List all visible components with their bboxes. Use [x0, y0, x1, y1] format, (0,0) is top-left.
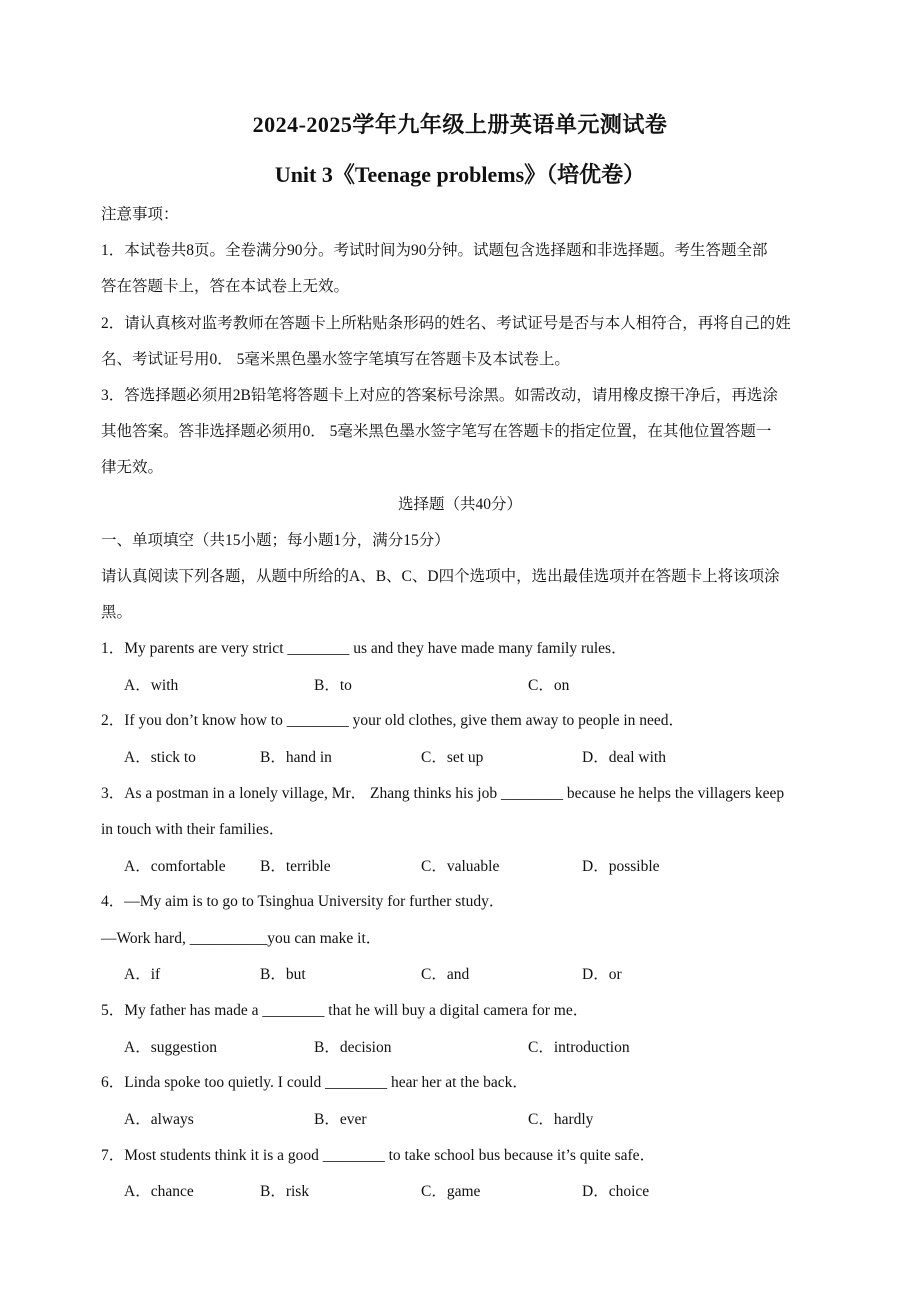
note-line: 名、考试证号用0． 5毫米黑色墨水签字笔填写在答题卡及本试卷上。: [101, 351, 570, 368]
notes-heading: 注意事项：: [101, 206, 179, 223]
question-3-stem-cont: in touch with their families．: [101, 821, 285, 838]
q1-option-b[interactable]: B．to: [314, 677, 352, 694]
question-7-stem: 7．Most students think it is a good ________ to take school bus because it’s quite safe．: [101, 1147, 656, 1164]
q3-option-a[interactable]: A．comfortable: [124, 858, 226, 875]
q4-option-a[interactable]: A．if: [124, 966, 161, 983]
q3-option-c[interactable]: C．valuable: [421, 858, 500, 875]
q4-option-c[interactable]: C．and: [421, 966, 470, 983]
q6-option-a[interactable]: A．always: [124, 1111, 194, 1128]
part-title: 一、单项填空（共15小题；每小题1分，满分15分）: [101, 532, 450, 549]
q2-option-c[interactable]: C．set up: [421, 749, 484, 766]
q1-option-a[interactable]: A．with: [124, 677, 179, 694]
question-3-stem: 3．As a postman in a lonely village, Mr． Zhang thinks his job ________ because he helps the villagers keep: [101, 785, 785, 802]
q5-option-a[interactable]: A．suggestion: [124, 1039, 218, 1056]
exam-title: 2024-2025学年九年级上册英语单元测试卷: [252, 112, 668, 137]
note-line: 其他答案。答非选择题必须用0． 5毫米黑色墨水签字笔写在答题卡的指定位置，在其他位置答题一: [101, 423, 772, 440]
instruction-line: 黑。: [101, 604, 133, 621]
q2-option-a[interactable]: A．stick to: [124, 749, 196, 766]
question-4-stem-cont: —Work hard, __________you can make it．: [101, 930, 382, 947]
question-4-stem: 4．—My aim is to go to Tsinghua University for further study．: [101, 893, 505, 910]
q1-option-c[interactable]: C．on: [528, 677, 570, 694]
q6-option-c[interactable]: C．hardly: [528, 1111, 594, 1128]
question-5-stem: 5．My father has made a ________ that he will buy a digital camera for me．: [101, 1002, 589, 1019]
note-line: 1．本试卷共8页。全卷满分90分。考试时间为90分钟。试题包含选择题和非选择题。考生答题全部: [101, 242, 768, 259]
note-line: 答在答题卡上，答在本试卷上无效。: [101, 278, 350, 295]
q3-option-b[interactable]: B．terrible: [260, 858, 331, 875]
question-6-stem: 6．Linda spoke too quietly. I could ________ hear her at the back．: [101, 1074, 528, 1091]
note-line: 3．答选择题必须用2B铅笔将答题卡上对应的答案标号涂黑。如需改动，请用橡皮擦干净后，再选涂: [101, 387, 778, 404]
exam-subtitle: Unit 3《Teenage problems》（培优卷）: [274, 162, 646, 187]
section-title: 选择题（共40分）: [397, 496, 522, 513]
q7-option-b[interactable]: B．risk: [260, 1183, 310, 1200]
q7-option-d[interactable]: D．choice: [582, 1183, 650, 1200]
q5-option-b[interactable]: B．decision: [314, 1039, 392, 1056]
note-line: 2．请认真核对监考教师在答题卡上所粘贴条形码的姓名、考试证号是否与本人相符合，再将自己的姓: [101, 315, 791, 332]
instruction-line: 请认真阅读下列各题，从题中所给的A、B、C、D四个选项中，选出最佳选项并在答题卡上将该项涂: [101, 568, 780, 585]
question-2-stem: 2．If you don’t know how to ________ your old clothes, give them away to people in need．: [101, 712, 685, 729]
q4-option-d[interactable]: D．or: [582, 966, 622, 983]
note-line: 律无效。: [101, 459, 164, 476]
q7-option-a[interactable]: A．chance: [124, 1183, 194, 1200]
q4-option-b[interactable]: B．but: [260, 966, 306, 983]
q6-option-b[interactable]: B．ever: [314, 1111, 367, 1128]
q2-option-d[interactable]: D．deal with: [582, 749, 666, 766]
q2-option-b[interactable]: B．hand in: [260, 749, 332, 766]
q5-option-c[interactable]: C．introduction: [528, 1039, 630, 1056]
q7-option-c[interactable]: C．game: [421, 1183, 481, 1200]
q3-option-d[interactable]: D．possible: [582, 858, 660, 875]
question-1-stem: 1．My parents are very strict ________ us and they have made many family rules．: [101, 640, 627, 657]
